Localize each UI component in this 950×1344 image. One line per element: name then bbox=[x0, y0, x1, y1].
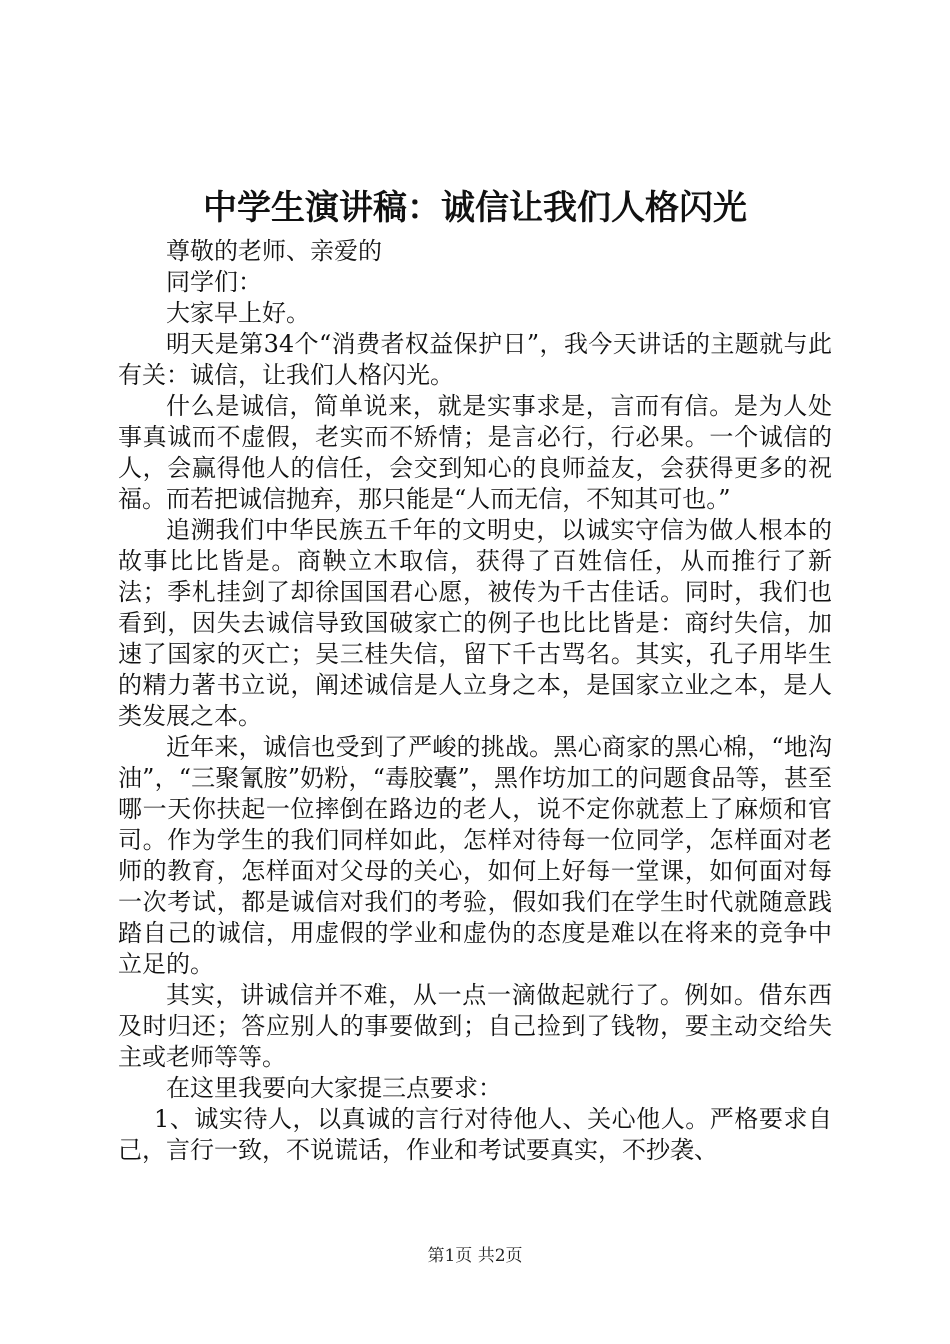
paragraph-requirement-1: 1、诚实待人，以真诚的言行对待他人、关心他人。严格要求自己，言行一致，不说谎话，作业和考试要真实，不抄袭、 bbox=[118, 1105, 832, 1164]
paragraph-greeting-continued: 同学们： bbox=[166, 268, 262, 296]
paragraph-requirements-intro: 在这里我要向大家提三点要求： bbox=[166, 1074, 502, 1102]
paragraph-challenges: 近年来，诚信也受到了严峻的挑战。黑心商家的黑心棉，“地沟油”，“三聚氰胺”奶粉，“毒胶囊”，黑作坊加工的问题食品等，甚至哪一天你扶起一位摔倒在路边的老人，说不定你就惹上了麻烦和官司。作为学生的我们同样如此，怎样对待每一位同学，怎样面对老师的教育，怎样面对父母的关心，如何上好每一堂课，如何面对每一次考试，都是诚信对我们的考验，假如我们在学生时代就随意践踏自己的诚信，用虚假的学业和虚伪的态度是难以在将来的竞争中立足的。 bbox=[118, 733, 832, 978]
paragraph-morning: 大家早上好。 bbox=[166, 299, 310, 327]
paragraph-history: 追溯我们中华民族五千年的文明史，以诚实守信为做人根本的故事比比皆是。商鞅立木取信，获得了百姓信任，从而推行了新法；季札挂剑了却徐国国君心愿，被传为千古佳话。同时，我们也看到，因失去诚信导致国破家亡的例子也比比皆是：商纣失信，加速了国家的灭亡；吴三桂失信，留下千古骂名。其实，孔子用毕生的精力著书立说，阐述诚信是人立身之本，是国家立业之本，是人类发展之本。 bbox=[118, 516, 832, 730]
speech-body bbox=[118, 236, 832, 1166]
page-number-footer: 第1页 共2页 bbox=[427, 1246, 523, 1266]
paragraph-topic: 明天是第34个“消费者权益保护日”，我今天讲话的主题就与此有关：诚信，让我们人格闪光。 bbox=[118, 330, 832, 389]
paragraph-definition: 什么是诚信，简单说来，就是实事求是，言而有信。是为人处事真诚而不虚假，老实而不矫情；是言必行，行必果。一个诚信的人，会赢得他人的信任，会交到知心的良师益友，会获得更多的祝福。而若把诚信抛弃，那只能是“人而无信，不知其可也。” bbox=[118, 392, 832, 513]
paragraph-greeting: 尊敬的老师、亲爱的 bbox=[166, 237, 382, 265]
paragraph-examples: 其实，讲诚信并不难，从一点一滴做起就行了。例如。借东西及时归还；答应别人的事要做到；自己捡到了钱物，要主动交给失主或老师等等。 bbox=[118, 981, 832, 1071]
page-title: 中学生演讲稿：诚信让我们人格闪光 bbox=[203, 188, 747, 228]
